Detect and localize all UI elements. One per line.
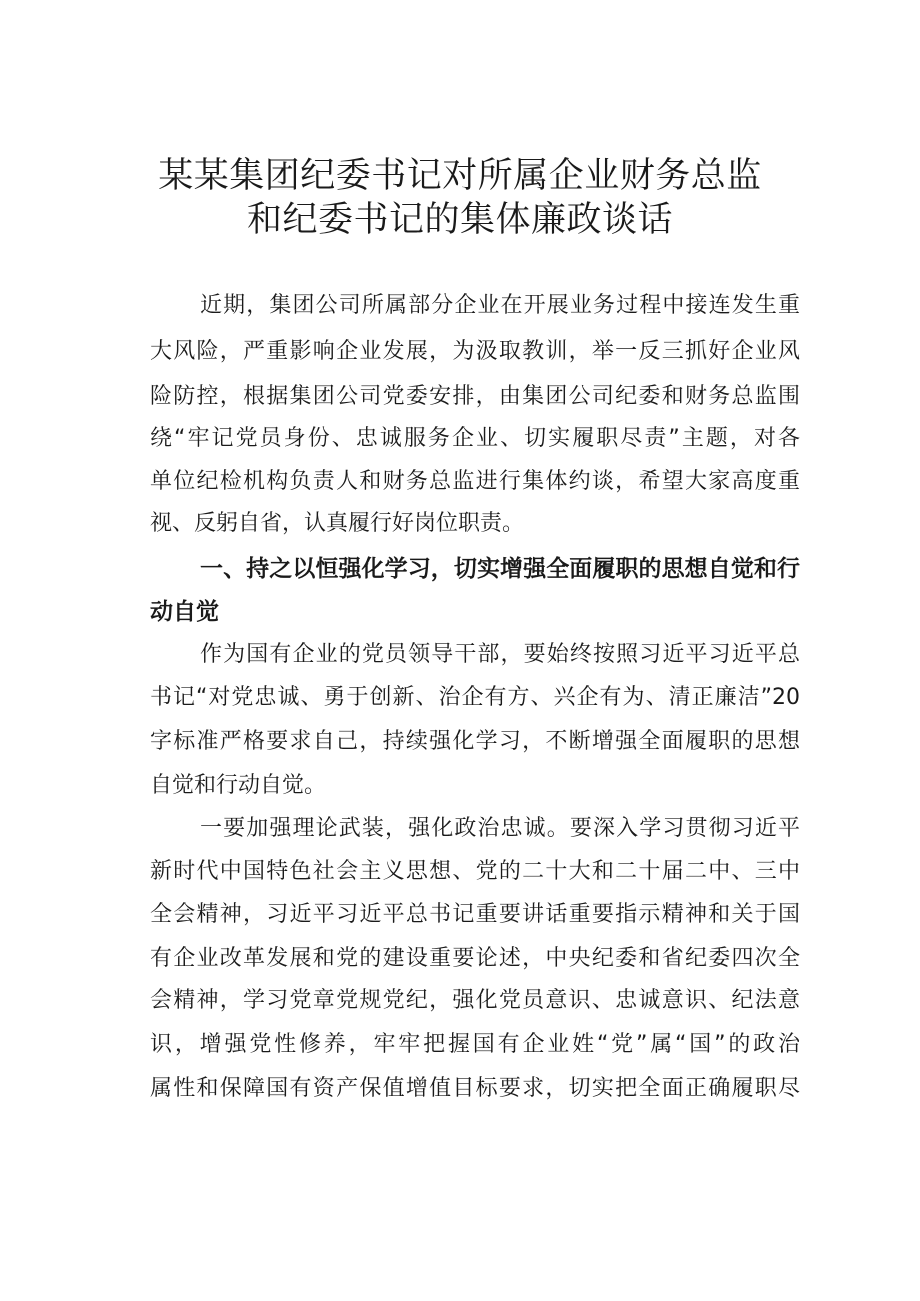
paragraph-line: 一要加强理论武装，强化政治忠诚。要深入学习贯彻习近平 — [200, 816, 800, 841]
paragraph-line: 作为国有企业的党员领导干部，要始终按照习近平习近平总 — [200, 642, 800, 667]
paragraph-line: 单位纪检机构负责人和财务总监进行集体约谈，希望大家高度重 — [150, 469, 800, 494]
section-heading-line: 一、持之以恒强化学习，切实增强全面履职的思想自觉和行 — [200, 555, 800, 581]
paragraph-line: 绕“牢记党员身份、忠诚服务企业、切实履职尽责”主题，对各 — [150, 426, 800, 451]
paragraph-line: 大风险，严重影响企业发展，为汲取教训，举一反三抓好企业风 — [150, 339, 800, 364]
paragraph-line: 全会精神，习近平习近平总书记重要讲话重要指示精神和关于国 — [150, 902, 800, 927]
section-heading-line: 动自觉 — [150, 598, 219, 624]
paragraph-line: 书记“对党忠诚、勇于创新、治企有方、兴企有为、清正廉洁”20 — [150, 685, 800, 710]
paragraph-line: 险防控，根据集团公司党委安排，由集团公司纪委和财务总监围 — [150, 384, 800, 409]
paragraph-line: 新时代中国特色社会主义思想、党的二十大和二十届二中、三中 — [150, 859, 800, 884]
paragraph-line: 字标准严格要求自己，持续强化学习，不断增强全面履职的思想 — [150, 729, 800, 754]
paragraph-line: 属性和保障国有资产保值增值目标要求，切实把全面正确履职尽 — [150, 1076, 800, 1101]
paragraph-line: 近期，集团公司所属部分企业在开展业务过程中接连发生重 — [200, 293, 800, 318]
paragraph-line: 会精神，学习党章党规党纪，强化党员意识、忠诚意识、纪法意 — [150, 988, 800, 1013]
paragraph-line: 自觉和行动自觉。 — [150, 773, 327, 798]
paragraph-line: 识，增强党性修养，牢牢把握国有企业姓“党”属“国”的政治 — [150, 1032, 800, 1057]
paragraph-line: 有企业改革发展和党的建设重要论述，中央纪委和省纪委四次全 — [150, 946, 800, 971]
document-title-line-1: 某某集团纪委书记对所属企业财务总监 — [158, 156, 762, 196]
paragraph-line: 视、反躬自省，认真履行好岗位职责。 — [150, 511, 525, 536]
document-title-line-2: 和纪委书记的集体廉政谈话 — [246, 200, 673, 240]
